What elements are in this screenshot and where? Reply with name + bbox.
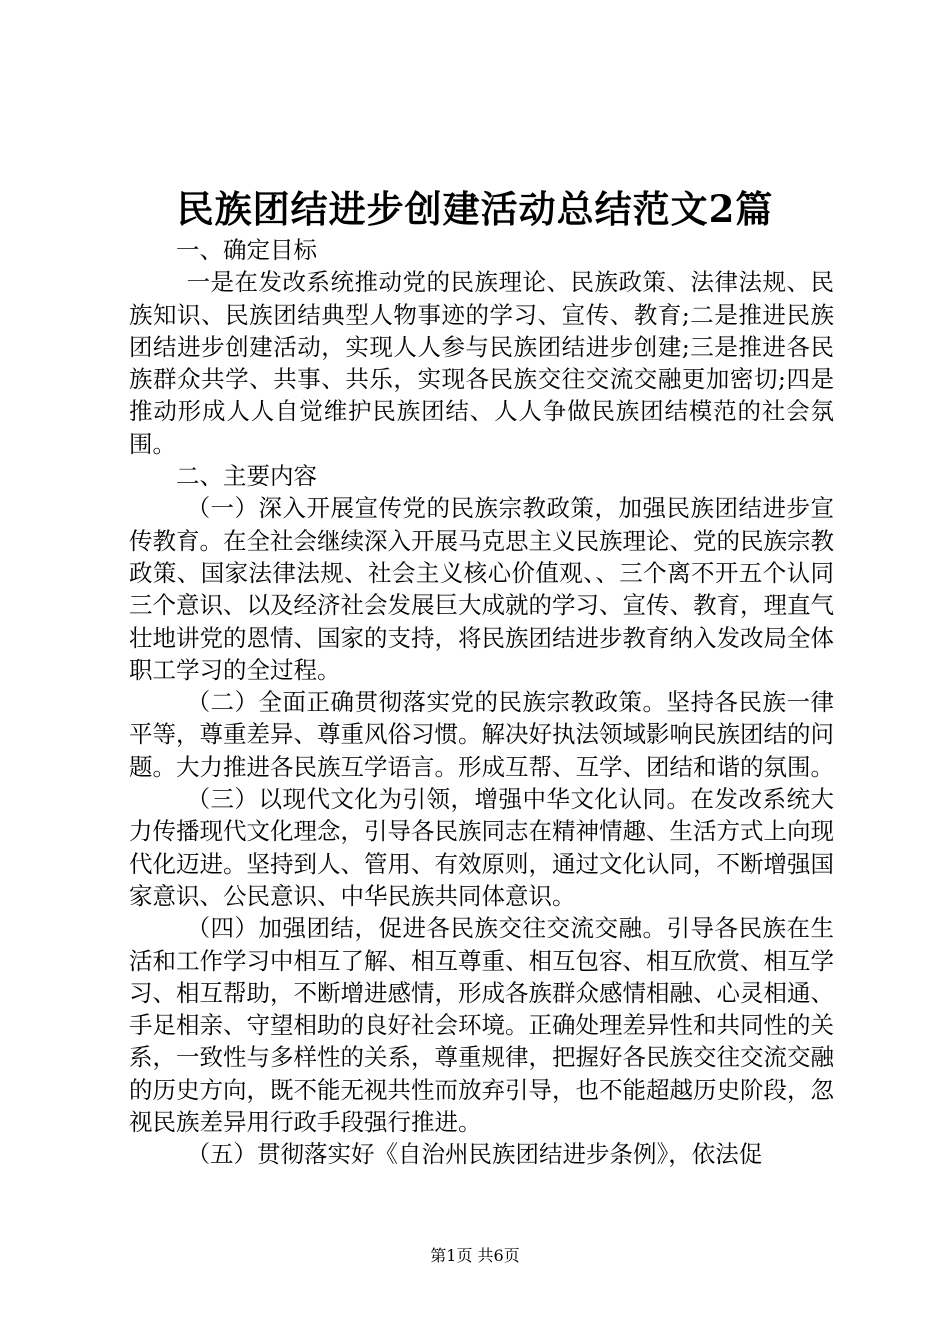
paragraph-item-4: （四）加强团结，促进各民族交往交流交融。引导各民族在生活和工作学习中相互了解、相互尊重、相互包容、相互欣赏、相互学习、相互帮助，不断增进感情，形成各族群众感情相融、心灵相通、手足相亲、守望相助的良好社会环境。正确处理差异性和共同性的关系，一致性与多样性的关系，尊重规律，把握好各民族交往交流交融的历史方向，既不能无视共性而放弃引导，也不能超越历史阶段，忽视民族差异用行政手段强行推进。 [129,914,834,1137]
paragraph-goals: 一是在发改系统推动党的民族理论、民族政策、法律法规、民族知识、民族团结典型人物事迹的学习、宣传、教育;二是推进民族团结进步创建活动，实现人人参与民族团结进步创建;三是推进各民族群众共学、共事、共乐，实现各民族交往交流交融更加密切;四是推动形成人人自觉维护民族团结、人人争做民族团结模范的社会氛围。 [129,268,834,458]
paragraph-item-3: （三）以现代文化为引领，增强中华文化认同。在发改系统大力传播现代文化理念，引导各民族同志在精神情趣、生活方式上向现代化迈进。坚持到人、管用、有效原则，通过文化认同，不断增强国家意识、公民意识、中华民族共同体意识。 [129,785,834,910]
document-body [129,234,834,1171]
paragraph-item-2: （二）全面正确贯彻落实党的民族宗教政策。坚持各民族一律平等，尊重差异、尊重风俗习惯。解决好执法领域影响民族团结的问题。大力推进各民族互学语言。形成互帮、互学、团结和谐的氛围。 [129,688,834,781]
page-number-footer: 第1页 共6页 [430,1246,520,1265]
document-title: 民族团结进步创建活动总结范文2篇 [176,187,774,231]
section-heading-content: 二、主要内容 [176,462,317,491]
paragraph-item-5: （五）贯彻落实好《自治州民族团结进步条例》，依法促 [186,1140,763,1169]
section-heading-goals: 一、确定目标 [176,236,317,264]
paragraph-item-1: （一）深入开展宣传党的民族宗教政策，加强民族团结进步宣传教育。在全社会继续深入开展马克思主义民族理论、党的民族宗教政策、国家法律法规、社会主义核心价值观、、三个离不开五个认同三个意识、以及经济社会发展巨大成就的学习、宣传、教育，理直气壮地讲党的恩情、国家的支持，将民族团结进步教育纳入发改局全体职工学习的全过程。 [129,494,834,684]
